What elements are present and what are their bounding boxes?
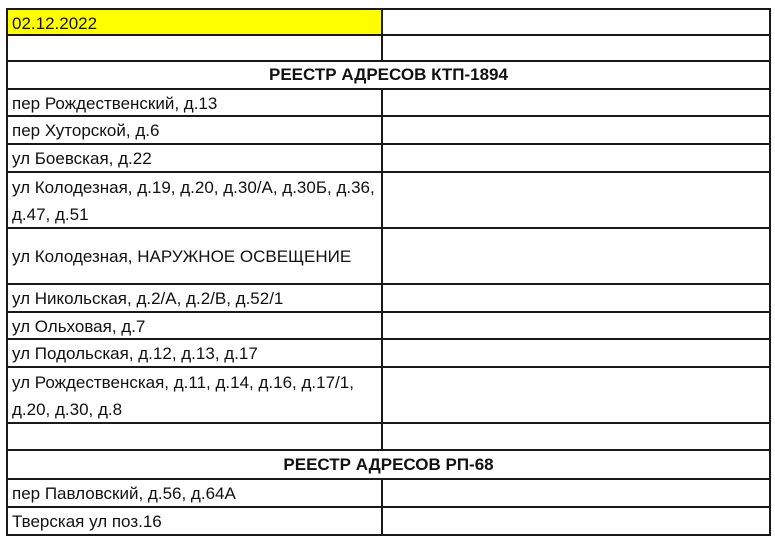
empty-cell[interactable] xyxy=(383,173,769,227)
empty-cell[interactable] xyxy=(383,10,769,34)
date-row xyxy=(6,8,771,36)
section-title: РЕЕСТР АДРЕСОВ КТП-1894 xyxy=(269,65,508,84)
empty-cell[interactable] xyxy=(383,117,769,143)
empty-cell[interactable] xyxy=(383,36,769,60)
empty-cell[interactable] xyxy=(8,424,383,449)
section-header-ktp-1894[interactable] xyxy=(6,62,771,90)
table-row xyxy=(6,368,771,424)
section-header-rp-68[interactable] xyxy=(6,451,771,480)
section-title: РЕЕСТР АДРЕСОВ РП-68 xyxy=(283,455,494,474)
empty-cell[interactable] xyxy=(383,229,769,283)
address-cell[interactable]: ул Ольховая, д.7 xyxy=(8,313,383,338)
address-cell[interactable]: Тверская ул поз.16 xyxy=(8,508,383,534)
empty-row xyxy=(6,36,771,62)
empty-cell[interactable] xyxy=(383,508,769,534)
table-row xyxy=(6,173,771,229)
empty-cell[interactable] xyxy=(383,90,769,115)
empty-cell[interactable] xyxy=(383,424,769,449)
address-cell[interactable]: ул Подольская, д.12, д.13, д.17 xyxy=(8,340,383,366)
table-row xyxy=(6,480,771,508)
date-cell[interactable]: 02.12.2022 xyxy=(8,10,383,34)
empty-cell[interactable] xyxy=(383,480,769,506)
address-cell[interactable]: ул Колодезная, д.19, д.20, д.30/А, д.30Б, д.36, д.47, д.51 xyxy=(8,173,383,227)
empty-cell[interactable] xyxy=(383,313,769,338)
address-cell[interactable]: ул Рождественская, д.11, д.14, д.16, д.17/1, д.20, д.30, д.8 xyxy=(8,368,383,422)
empty-cell[interactable] xyxy=(383,285,769,311)
empty-cell[interactable] xyxy=(383,340,769,366)
table-row xyxy=(6,229,771,285)
empty-row xyxy=(6,424,771,451)
table-row xyxy=(6,340,771,368)
address-cell[interactable]: пер Павловский, д.56, д.64А xyxy=(8,480,383,506)
empty-cell[interactable] xyxy=(8,36,383,60)
table-row xyxy=(6,508,771,536)
table-row xyxy=(6,90,771,117)
address-cell[interactable]: пер Хуторской, д.6 xyxy=(8,117,383,143)
empty-cell[interactable] xyxy=(383,368,769,422)
empty-cell[interactable] xyxy=(383,145,769,171)
address-cell[interactable]: ул Боевская, д.22 xyxy=(8,145,383,171)
table-row xyxy=(6,145,771,173)
address-cell[interactable]: ул Колодезная, НАРУЖНОЕ ОСВЕЩЕНИЕ xyxy=(8,229,383,283)
table-row xyxy=(6,117,771,145)
address-cell[interactable]: ул Никольская, д.2/А, д.2/В, д.52/1 xyxy=(8,285,383,311)
table-row xyxy=(6,285,771,313)
table-row xyxy=(6,313,771,340)
address-cell[interactable]: пер Рождественский, д.13 xyxy=(8,90,383,115)
